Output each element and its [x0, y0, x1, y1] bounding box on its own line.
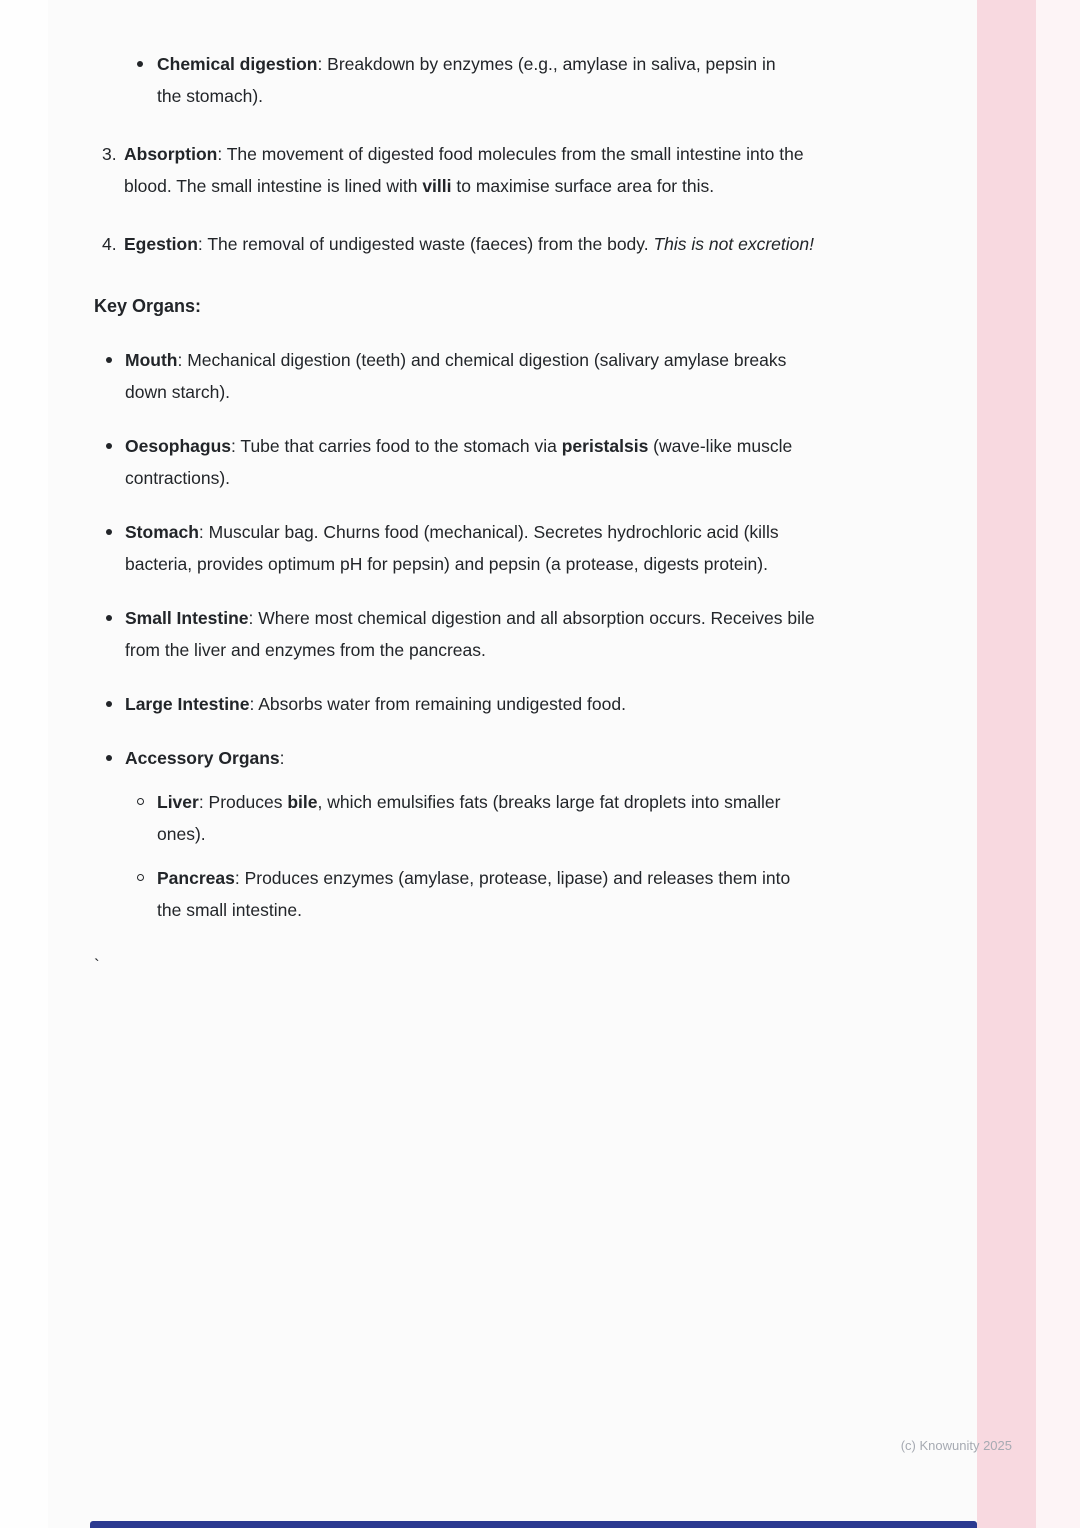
- copyright-footer: (c) Knowunity 2025: [900, 1438, 1012, 1453]
- list-item-text: Absorption: The movement of digested food molecules from the small intestine into the blood. The small intestine is lined with villi to maximise surface area for this.: [124, 144, 804, 196]
- list-item-small-intestine: [94, 602, 830, 666]
- list-item-liver: [94, 786, 830, 850]
- stray-backtick: `: [94, 956, 100, 975]
- list-item-text: Chemical digestion: Breakdown by enzymes (e.g., amylase in saliva, pepsin in the stomach).: [157, 54, 776, 106]
- list-item-text: Oesophagus: Tube that carries food to the stomach via peristalsis (wave-like muscle contractions).: [125, 436, 793, 488]
- bullet-icon: [137, 48, 157, 80]
- hollow-bullet-icon: [137, 862, 157, 894]
- bullet-icon: [106, 430, 125, 462]
- document-content: [94, 48, 830, 982]
- list-number: 4.: [102, 234, 117, 254]
- bullet-icon: [106, 344, 125, 376]
- accessory-sub-list: [94, 786, 830, 926]
- list-item-text: Accessory Organs:: [125, 748, 285, 768]
- list-item-text: Stomach: Muscular bag. Churns food (mechanical). Secretes hydrochloric acid (kills bacteria, provides optimum pH for pepsin) and pepsin (a protease, digests protein).: [125, 522, 779, 574]
- bullet-icon: [106, 602, 125, 634]
- list-item-oesophagus: [94, 430, 830, 494]
- pink-accent-stripe: [977, 0, 1036, 1528]
- list-item-text: Large Intestine: Absorbs water from remaining undigested food.: [125, 694, 626, 714]
- organ-list: [94, 344, 830, 926]
- list-item-chemical-digestion: [94, 48, 830, 112]
- list-number: 3.: [102, 144, 117, 164]
- list-item-text: Liver: Produces bile, which emulsifies fats (breaks large fat droplets into smaller ones).: [157, 792, 781, 844]
- bullet-icon: [106, 742, 125, 774]
- key-organs-heading: Key Organs:: [94, 296, 202, 316]
- list-item-large-intestine: [94, 688, 830, 720]
- list-item-text: Egestion: The removal of undigested waste (faeces) from the body. This is not excretion!: [124, 234, 814, 254]
- list-item-text: Small Intestine: Where most chemical digestion and all absorption occurs. Receives bile from the liver and enzymes from the pancreas.: [125, 608, 815, 660]
- list-item-text: Pancreas: Produces enzymes (amylase, protease, lipase) and releases them into the small intestine.: [157, 868, 791, 920]
- list-item-text: Mouth: Mechanical digestion (teeth) and chemical digestion (salivary amylase breaks down starch).: [125, 350, 787, 402]
- bullet-icon: [106, 688, 125, 720]
- list-item-egestion: [94, 228, 830, 260]
- bullet-icon: [106, 516, 125, 548]
- list-item-absorption: [94, 138, 830, 202]
- right-margin: [1036, 0, 1080, 1528]
- list-item-accessory-organs: [94, 742, 830, 774]
- list-item-stomach: [94, 516, 830, 580]
- list-item-pancreas: [94, 862, 830, 926]
- hollow-bullet-icon: [137, 786, 157, 818]
- list-item-mouth: [94, 344, 830, 408]
- next-page-edge-bar: [90, 1521, 977, 1528]
